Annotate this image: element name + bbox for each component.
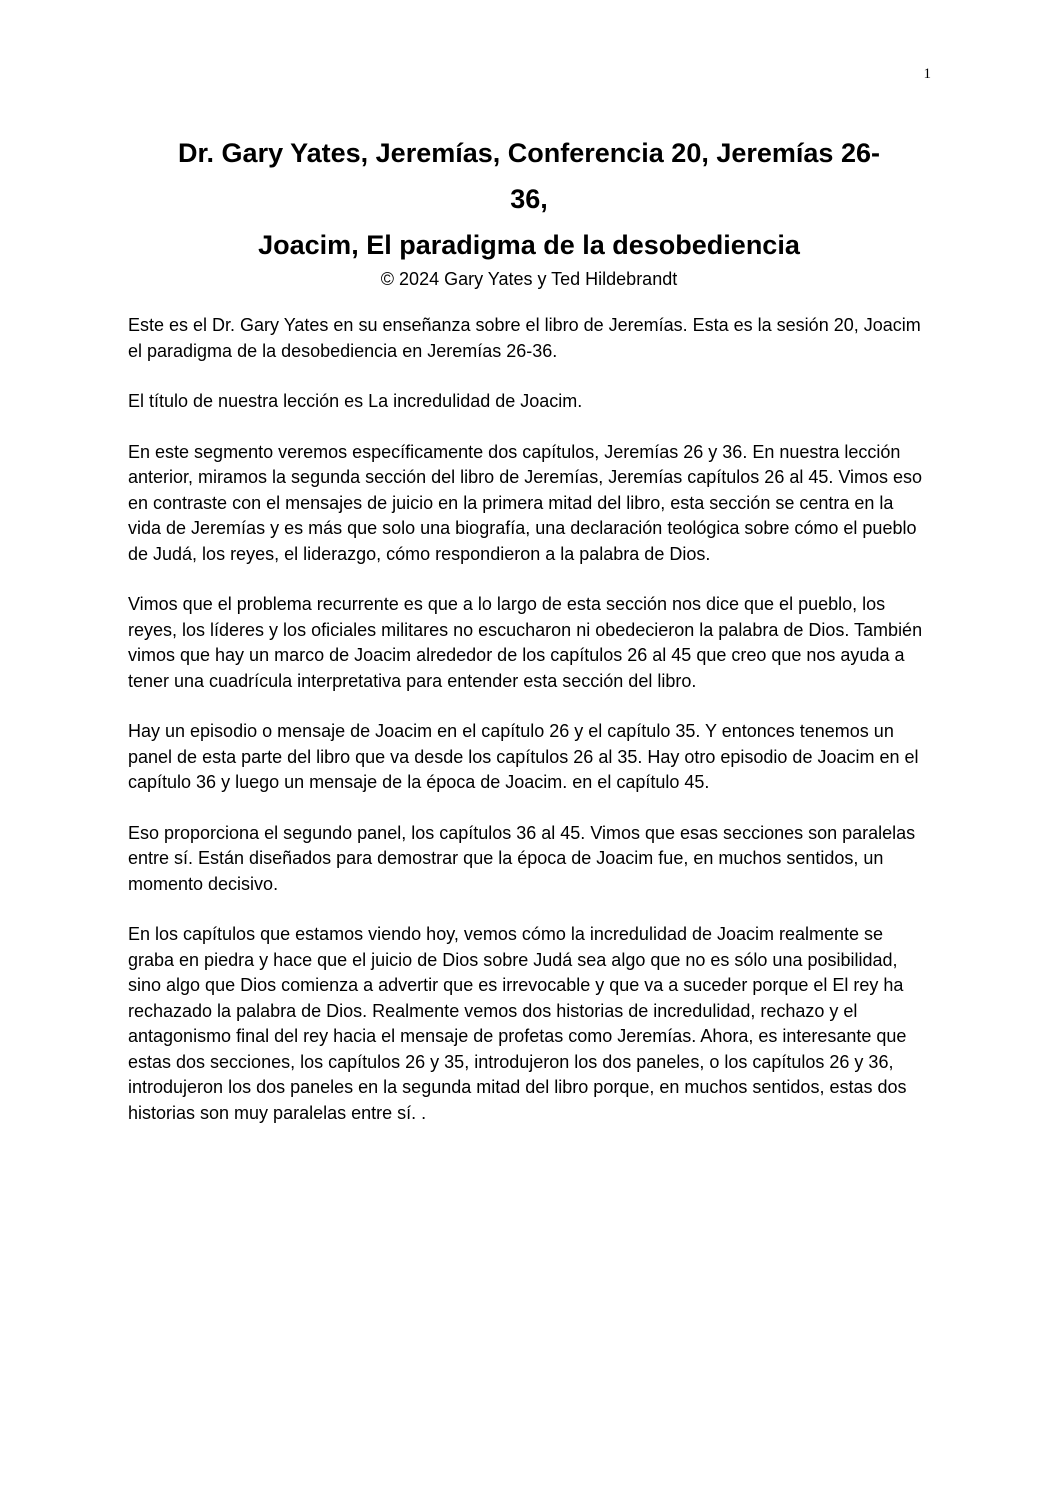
- paragraph-7: En los capítulos que estamos viendo hoy, vemos cómo la incredulidad de Joacim realmente se graba en piedra y hace que el juicio de Dios sobre Judá sea algo que no es sólo una posibilidad, sino algo que Dios comienza a advertir que es irrevocable y que va a suceder porque el El rey ha rechazado la palabra de Dios. Realmente vemos dos historias de incredulidad, rechazo y el antagonismo final del rey hacia el mensaje de profetas como Jeremías. Ahora, es interesante que estas dos secciones, los capítulos 26 y 35, introdujeron los dos paneles, o los capítulos 26 y 36, introdujeron los dos paneles en la segunda mitad del libro porque, en muchos sentidos, estas dos historias son muy paralelas entre sí. .: [128, 924, 907, 1123]
- page-number: 1: [923, 66, 931, 82]
- title-line-3: Joacim, El paradigma de la desobediencia: [258, 230, 800, 260]
- title-line-2: 36,: [510, 184, 548, 214]
- paragraph-3: En este segmento veremos específicamente dos capítulos, Jeremías 26 y 36. En nuestra lección anterior, miramos la segunda sección del libro de Jeremías, Jeremías capítulos 26 al 45. Vimos eso en contraste con el mensajes de juicio en la primera mitad del libro, esta sección se centra en la vida de Jeremías y es más que solo una biografía, una declaración teológica sobre cómo el pueblo de Judá, los reyes, el liderazgo, cómo respondieron a la palabra de Dios.: [128, 441, 923, 564]
- document-title: [128, 130, 930, 268]
- paragraph-1: Este es el Dr. Gary Yates en su enseñanza sobre el libro de Jeremías. Esta es la sesión 20, Joacim el paradigma de la desobediencia en Jeremías 26-36.: [128, 315, 921, 361]
- document-header: [128, 130, 930, 290]
- paragraph-4: Vimos que el problema recurrente es que a lo largo de esta sección nos dice que el pueblo, los reyes, los líderes y los oficiales militares no escucharon ni obedecieron la palabra de Dios. También vimos que hay un marco de Joacim alrededor de los capítulos 26 al 45 que creo que nos ayuda a tener una cuadrícula interpretativa para entender esta sección del libro.: [128, 594, 923, 691]
- document-body: [128, 313, 930, 1151]
- paragraph-6: Eso proporciona el segundo panel, los capítulos 36 al 45. Vimos que esas secciones son paralelas entre sí. Están diseñados para demostrar que la época de Joacim fue, en muchos sentidos, un momento decisivo.: [128, 822, 916, 894]
- title-line-1: Dr. Gary Yates, Jeremías, Conferencia 20, Jeremías 26-: [178, 138, 880, 168]
- copyright-notice: © 2024 Gary Yates y Ted Hildebrandt: [380, 269, 678, 289]
- paragraph-2: El título de nuestra lección es La incredulidad de Joacim.: [128, 391, 583, 411]
- paragraph-5: Hay un episodio o mensaje de Joacim en el capítulo 26 y el capítulo 35. Y entonces tenemos un panel de esta parte del libro que va desde los capítulos 26 al 35. Hay otro episodio de Joacim en el capítulo 36 y luego un mensaje de la época de Joacim. en el capítulo 45.: [128, 721, 919, 792]
